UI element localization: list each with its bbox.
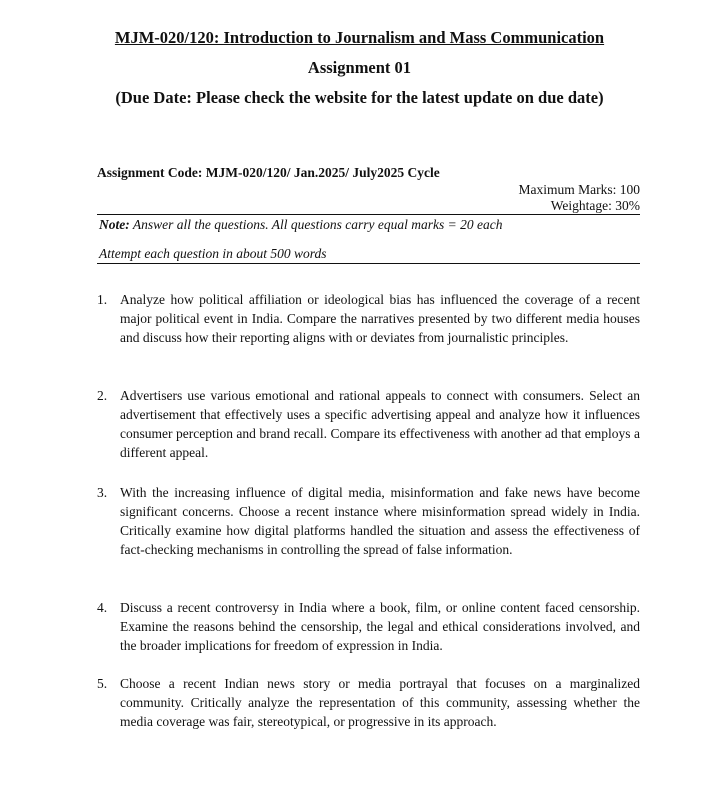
weightage: Weightage: 30% <box>550 198 640 213</box>
maximum-marks: Maximum Marks: 100 <box>518 182 640 197</box>
question-item <box>97 290 640 347</box>
question-number: 2. <box>97 388 108 403</box>
due-date-notice: (Due Date: Please check the website for the latest update on due date) <box>115 88 604 107</box>
question-number: 3. <box>97 485 108 500</box>
question-number: 5. <box>97 676 108 691</box>
question-number: 4. <box>97 600 108 615</box>
question-text: Discuss a recent controversy in India where a book, film, or online content faced censorship. Examine the reasons behind the censorship, the legal and ethical considerations involved, and the broader implications for freedom of expression in India. <box>120 600 640 653</box>
question-text: Choose a recent Indian news story or media portrayal that focuses on a marginalized community. Critically analyze the representation of this community, assessing whether the media coverage was fair, stereotypical, or progressive in its approach. <box>120 676 640 729</box>
assignment-code: Assignment Code: MJM-020/120/ Jan.2025/ July2025 Cycle <box>97 165 440 180</box>
question-text: Advertisers use various emotional and rational appeals to connect with consumers. Select an advertisement that effectively uses a specific advertising appeal and analyze how it influences consumer perception and brand recall. Compare its effectiveness with another ad that employs a different appeal. <box>120 388 640 460</box>
question-text: With the increasing influence of digital media, misinformation and fake news have become significant concerns. Choose a recent instance where misinformation spread widely in India. Critically examine how digital platforms handled the situation and assess the effectiveness of fact-checking mechanisms in controlling the spread of false information. <box>120 485 640 557</box>
note-label: Note: <box>99 217 130 232</box>
course-title: MJM-020/120: Introduction to Journalism and Mass Communication <box>114 28 605 47</box>
note-box <box>97 214 640 264</box>
attempt-instruction: Attempt each question in about 500 words <box>99 246 327 261</box>
question-item <box>97 598 640 655</box>
assignment-number: Assignment 01 <box>307 58 412 77</box>
question-item <box>97 483 640 559</box>
note-text: Answer all the questions. All questions carry equal marks = 20 each <box>129 217 503 232</box>
question-number: 1. <box>97 292 108 307</box>
note-line <box>99 217 502 233</box>
question-item <box>97 386 640 462</box>
question-item <box>97 674 640 731</box>
question-text: Analyze how political affiliation or ideological bias has influenced the coverage of a recent major political event in India. Compare the narratives presented by two different media houses and discuss how their reporting aligns with or deviates from journalistic principles. <box>120 292 640 345</box>
marks-block <box>519 182 641 214</box>
